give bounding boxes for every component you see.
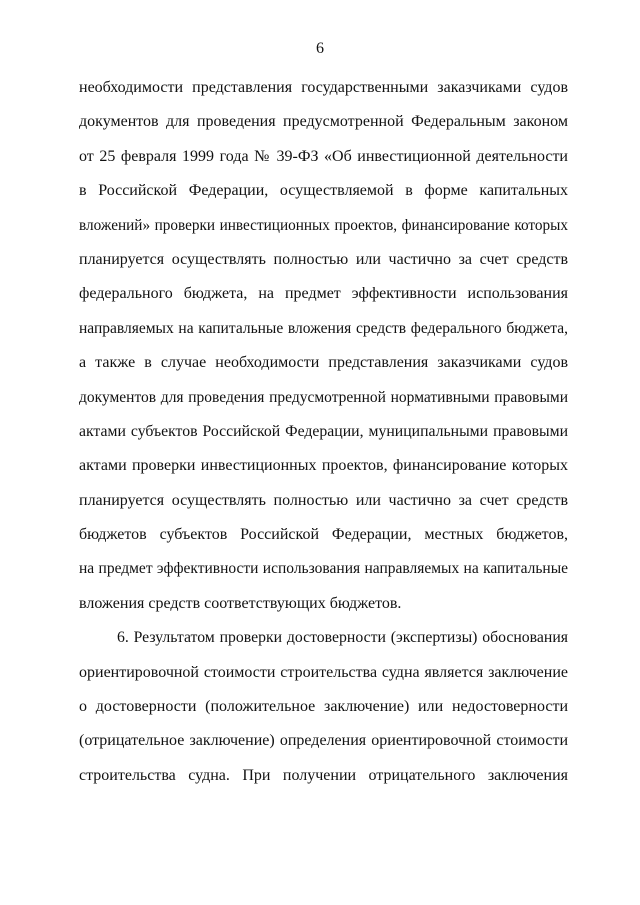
text-line: направляемых на капитальные вложения средств федерального бюджета, xyxy=(79,319,568,337)
paragraph-start-line: 6. Результатом проверки достоверности (экспертизы) обоснования xyxy=(117,629,568,647)
text-line: документов для проведения предусмотренной нормативными правовыми xyxy=(79,388,568,406)
text-line: вложений» проверки инвестиционных проектов, финансирование которых xyxy=(79,216,568,234)
text-line: актами проверки инвестиционных проектов, финансирование которых xyxy=(79,457,568,475)
text-line: на предмет эффективности использования направляемых на капитальные xyxy=(79,560,568,578)
text-line: планируется осуществлять полностью или частично за счет средств xyxy=(79,491,568,509)
text-line: в Российской Федерации, осуществляемой в форме капитальных xyxy=(79,182,568,200)
body-text xyxy=(79,71,568,793)
text-line: федерального бюджета, на предмет эффективности использования xyxy=(79,285,568,303)
text-line: документов для проведения предусмотренной Федеральным законом xyxy=(79,113,568,131)
text-line: ориентировочной стоимости строительства судна является заключение xyxy=(79,663,568,681)
page-number: 6 xyxy=(316,40,324,57)
text-line: а также в случае необходимости представления заказчиками судов xyxy=(79,354,568,372)
text-line: планируется осуществлять полностью или частично за счет средств xyxy=(79,250,568,268)
text-line: необходимости представления государственными заказчиками судов xyxy=(79,79,568,96)
text-line: (отрицательное заключение) определения ориентировочной стоимости xyxy=(79,732,568,750)
text-line: бюджетов субъектов Российской Федерации, местных бюджетов, xyxy=(79,526,568,544)
text-line: строительства судна. При получении отрицательного заключения xyxy=(79,766,568,784)
text-line: о достоверности (положительное заключение) или недостоверности xyxy=(79,698,568,716)
paragraph-end-line: вложения средств соответствующих бюджетов. xyxy=(79,594,402,612)
text-line: актами субъектов Российской Федерации, муниципальными правовыми xyxy=(79,422,568,440)
text-line: от 25 февраля 1999 года № 39-ФЗ «Об инвестиционной деятельности xyxy=(79,147,568,165)
